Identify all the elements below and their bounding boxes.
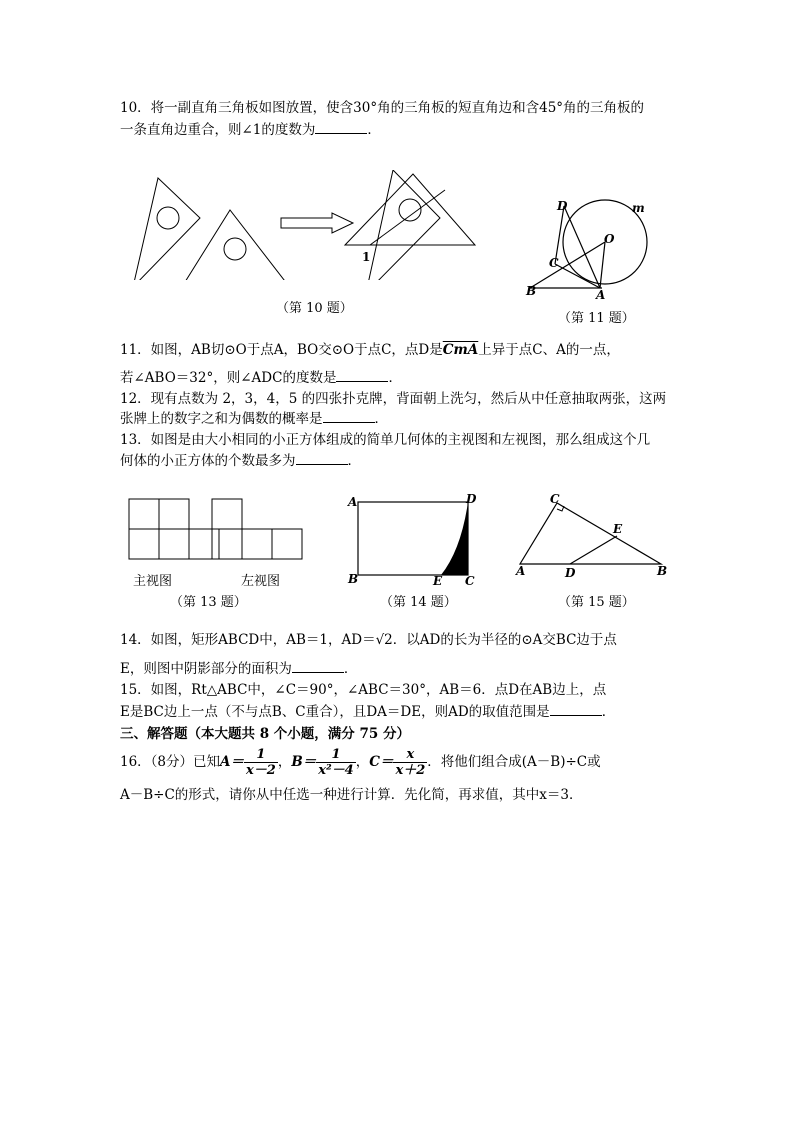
q10-line2-text: 一条直角边重合，则∠1的度数为: [120, 122, 316, 138]
q14-shaded-region: [441, 502, 468, 575]
q13-front-cell: [159, 529, 189, 559]
q14-line2-end: ．: [343, 661, 358, 677]
q12-line1: 12．现有点数为 2，3，4，5 的四张扑克牌，背面朝上洗匀，然后从中任意抽取两张，这两: [120, 391, 667, 407]
q12-line2-end: ．: [374, 411, 388, 427]
q10-angle-label: 1: [362, 250, 371, 264]
q11-line2-end: ．: [388, 370, 402, 386]
q15-point-D: D: [565, 566, 576, 580]
q15-point-C: C: [550, 492, 560, 506]
q13-left-cell: [212, 529, 242, 559]
q10-combined-45: [345, 174, 475, 245]
q11-answer-blank: [336, 369, 388, 382]
q14-caption: （第 14 题）: [380, 595, 457, 610]
q14-point-C: C: [465, 574, 475, 588]
q12-line2: [120, 410, 388, 428]
q13-line2-text: 何体的小正方体的个数最多为: [120, 453, 296, 469]
q14-point-B: B: [348, 572, 359, 586]
q16-line1: [120, 745, 601, 779]
q13-left-cell: [212, 499, 242, 529]
q16-b-numerator: 1: [316, 747, 356, 763]
q13-line2: [120, 452, 361, 470]
q13-left-cell: [242, 529, 272, 559]
q12-line2-text: 张牌上的数字之和为偶数的概率是: [120, 411, 323, 427]
q10-arrow: [281, 213, 353, 233]
q13-line2-end: ．: [347, 453, 361, 469]
q15-line1: 15．如图，Rt△ABC中，∠C＝90°，∠ABC＝30°，AB＝6．点D在AB边上，点: [120, 682, 607, 698]
q16-frac-c: [393, 747, 427, 778]
q15-line2-end: ．: [601, 704, 616, 720]
q15-line2: [120, 703, 615, 721]
q13-front-cell: [129, 529, 159, 559]
q11-line-BO: [530, 242, 605, 288]
q11-line1-text: 11．如图，AB切⊙O于点A，BO交⊙O于点C，点D是: [120, 342, 443, 358]
q15-line2-text: E是BC边上一点（不与点B、C重合），且DA＝DE，则AD的取值范围是: [120, 704, 550, 720]
q11-point-C: C: [549, 256, 559, 270]
q11-line2: [120, 369, 402, 387]
q12-answer-blank: [323, 410, 375, 423]
q10-triangle-45-hole: [224, 238, 246, 260]
q16-c-denominator: x＋2: [395, 763, 426, 778]
q15-point-B: B: [657, 564, 668, 578]
q16-frac-b: [316, 747, 356, 778]
q14-line2-text: E，则图中阴影部分的面积为: [120, 661, 292, 677]
q14-point-D: D: [466, 492, 477, 506]
q11-line2-text: 若∠ABO＝32°，则∠ADC的度数是: [120, 370, 337, 386]
q10-figure: [125, 170, 485, 280]
q14-figure: [357, 500, 472, 578]
q13-left-cell: [272, 529, 302, 559]
q13-left-view-label: 左视图: [241, 574, 281, 589]
q10-triangle-30-hole: [157, 207, 179, 229]
q10-line2-end: ．: [367, 122, 381, 138]
q16-c-numerator: x: [393, 747, 427, 763]
q11-caption: （第 11 题）: [558, 311, 635, 326]
q16-a-label: A＝: [220, 754, 245, 770]
q14-answer-blank: [292, 660, 344, 673]
q15-point-A: A: [516, 564, 526, 578]
q16-sep1: ，: [277, 754, 292, 770]
q11-line-DA: [564, 206, 600, 288]
q16-b-label: B＝: [291, 754, 317, 770]
q13-line1: 13．如图是由大小相同的小正方体组成的简单几何体的主视图和左视图，那么组成这个几: [120, 432, 651, 448]
q11-arc-label: $\overline{CmA}$: [442, 342, 479, 358]
q10-caption: （第 10 题）: [276, 301, 353, 316]
q16-tail: ．将他们组合成(A－B)÷C或: [427, 754, 601, 770]
q13-front-cell: [129, 499, 159, 529]
q13-answer-blank: [296, 452, 348, 465]
q14-line2: [120, 660, 357, 678]
q16-prefix: 16．（8分）已知: [120, 754, 221, 770]
q16-line2: A－B÷C的形式，请你从中任选一种进行计算．先化简，再求值，其中x＝3．: [120, 787, 583, 803]
q11-point-O: O: [604, 232, 615, 246]
q11-point-B: B: [526, 284, 537, 298]
q11-line1-end: 上异于点C、A的一点，: [478, 342, 620, 358]
q11-radius-OA: [600, 242, 605, 288]
q15-point-E: E: [613, 522, 623, 536]
q11-point-A: A: [596, 288, 606, 302]
q11-line1: [120, 341, 620, 359]
q14-point-A: A: [348, 495, 358, 509]
q14-point-E: E: [433, 574, 443, 588]
q10-triangle-45: [175, 210, 298, 280]
q15-segment-DE: [570, 536, 617, 564]
q11-point-m: m: [632, 201, 645, 215]
section3-heading: 三、解答题（本大题共 8 个小题，满分 75 分）: [120, 726, 410, 742]
q15-caption: （第 15 题）: [558, 595, 635, 610]
q16-b-denominator: x²－4: [318, 763, 354, 778]
q13-caption: （第 13 题）: [170, 595, 247, 610]
q13-front-view-label: 主视图: [133, 574, 173, 589]
q13-front-cell: [189, 529, 219, 559]
q15-figure: [515, 500, 665, 570]
q10-answer-blank: [315, 121, 367, 134]
q10-line1: 10．将一副直角三角板如图放置，使含30°角的三角板的短直角边和含45°角的三角板的: [120, 100, 645, 116]
q10-combined-30: [366, 170, 440, 280]
q10-line2: [120, 121, 381, 139]
q13-figure: [128, 498, 308, 562]
q16-a-denominator: x－2: [246, 763, 276, 778]
q15-triangle: [520, 503, 661, 564]
q15-answer-blank: [550, 703, 602, 716]
q16-c-label: C＝: [369, 754, 394, 770]
q16-a-numerator: 1: [244, 747, 278, 763]
q16-frac-a: [244, 747, 278, 778]
q11-point-D: D: [557, 199, 568, 213]
q13-front-cell: [159, 499, 189, 529]
q14-line1: 14．如图，矩形ABCD中，AB＝1，AD＝√2．以AD的长为半径的⊙A交BC边于点: [120, 632, 617, 648]
q16-sep2: ，: [355, 754, 370, 770]
